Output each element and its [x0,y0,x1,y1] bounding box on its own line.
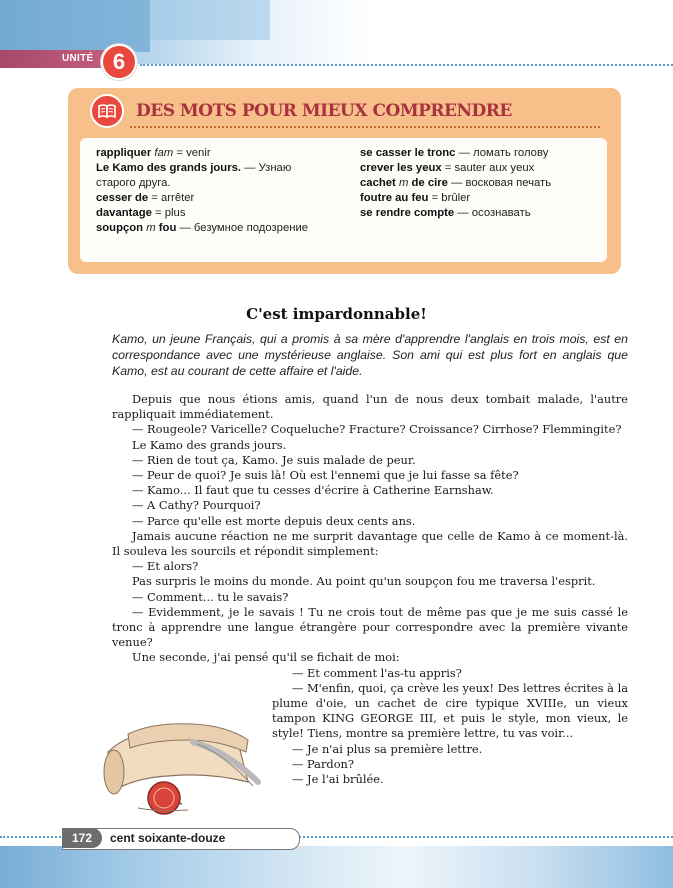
vocab-entry [360,146,600,161]
paragraph: — Comment... tu le savais? [132,589,289,604]
vocab-term: Le Kamo des grands jours. [96,162,242,174]
vocab-term: davantage [96,207,152,219]
vocab-entry [360,161,600,176]
paragraph: Une seconde, j'ai pensé qu'il se fichait de moi: [132,650,400,665]
vocab-term: cachet [360,177,396,189]
vocab-entry [96,161,332,191]
band-block [150,0,270,40]
paragraph: — M'enfin, quoi, ça crève les yeux! Des lettres écrites à la plume d'oie, un cachet de cire typique XVIIIe, un vieux tampon KING GEORGE III, et puis le style, mon vieux, le style! Tiens, montre sa première lettre, tu vas voir... [272,680,628,741]
unit-label: UNITÉ [62,53,94,64]
bottom-decorative-band [0,846,673,888]
paragraph: — Rien de tout ça, Kamo. Je suis malade de peur. [132,452,416,467]
paragraph: — A Cathy? Pourquoi? [132,498,261,513]
paragraph: Le Kamo des grands jours. [132,437,287,452]
paragraph: — Pardon? [292,756,354,771]
vocabulary-title: DES MOTS POUR MIEUX COMPRENDRE [136,101,512,121]
band-block [0,0,150,52]
vocab-gram: m [398,177,409,189]
vocab-term: cesser de [96,192,149,204]
vocab-entry [96,191,332,206]
paragraph: — Je l'ai brûlée. [292,772,384,787]
book-icon [90,94,124,128]
vocabulary-dotted-line [130,126,600,128]
vocab-term: se casser le tronc [360,147,456,159]
vocab-gram: m [146,222,156,234]
page-number-words: cent soixante-douze [110,831,226,845]
story-intro: Kamo, un jeune Français, qui a promis à sa mère d'apprendre l'anglais en trois mois, est en correspondance avec une mystérieuse anglaise. Son ami qui est plus fort en anglais que Kamo, est au courant de cette affaire et l'aide. [112,332,628,378]
vocab-entry [96,206,332,221]
unit-number-badge: 6 [101,44,137,80]
vocab-term: de cire [411,177,448,189]
paragraph: — Kamo... Il faut que tu cesses d'écrire à Catherine Earnshaw. [132,483,494,498]
paragraph: — Et alors? [132,559,199,574]
paragraph: — Je n'ai plus sa première lettre. [292,741,483,756]
letters-and-seal-illustration [98,712,268,820]
paragraph: Depuis que nous étions amis, quand l'un de nous deux tombait malade, l'autre rappliquait immédiatement. [112,392,628,422]
paragraph: — Peur de quoi? Je suis là! Où est l'ennemi que je lui fasse sa fête? [132,468,519,483]
vocabulary-column-right [360,146,600,221]
paragraph: — Parce qu'elle est morte depuis deux cents ans. [132,513,416,528]
vocab-term: foutre au feu [360,192,429,204]
vocab-definition: — Узнаю старого друга. [96,162,292,189]
vocab-entry [360,191,600,206]
vocab-term: soupçon [96,222,144,234]
story-title: C'est impardonnable! [246,305,427,323]
vocab-definition: — осознавать [457,207,531,219]
vocab-term: crever les yeux [360,162,442,174]
vocabulary-column-left [96,146,332,236]
header-dotted-line [140,64,673,66]
vocab-term: fou [158,222,177,234]
vocab-term: rappliquer [96,147,152,159]
vocab-definition: — безумное подозрение [179,222,309,234]
vocab-definition: — ломать голову [458,147,549,159]
paragraph: — Evidemment, je le savais ! Tu ne crois tout de même pas que je me suis cassé le tronc à apprendre une langue étrangère pour correspondre avec la première vivante venue? [112,604,628,650]
paragraph: Jamais aucune réaction ne me surprit davantage que celle de Kamo à ce moment-là. Il souleva les sourcils et répondit simplement: [112,528,628,559]
vocab-entry [360,206,600,221]
vocab-term: se rendre compte [360,207,455,219]
vocab-definition: = brûler [431,192,471,204]
vocab-definition: = plus [155,207,186,219]
vocab-definition: = arrêter [151,192,195,204]
vocab-definition: = venir [176,147,211,159]
vocab-entry [360,176,600,191]
vocab-entry [96,221,332,236]
paragraph: Pas surpris le moins du monde. Au point qu'un soupçon fou me traversa l'esprit. [132,574,596,589]
paragraph: — Et comment l'as-tu appris? [292,665,462,680]
vocab-entry [96,146,332,161]
page-number: 172 [62,828,102,848]
vocab-gram: fam [154,147,174,159]
vocab-definition: — восковая печать [451,177,552,189]
vocabulary-header [90,94,512,128]
vocab-definition: = sauter aux yeux [444,162,535,174]
paragraph: — Rougeole? Varicelle? Coqueluche? Fracture? Croissance? Cirrhose? Flemmingite? [132,422,622,437]
